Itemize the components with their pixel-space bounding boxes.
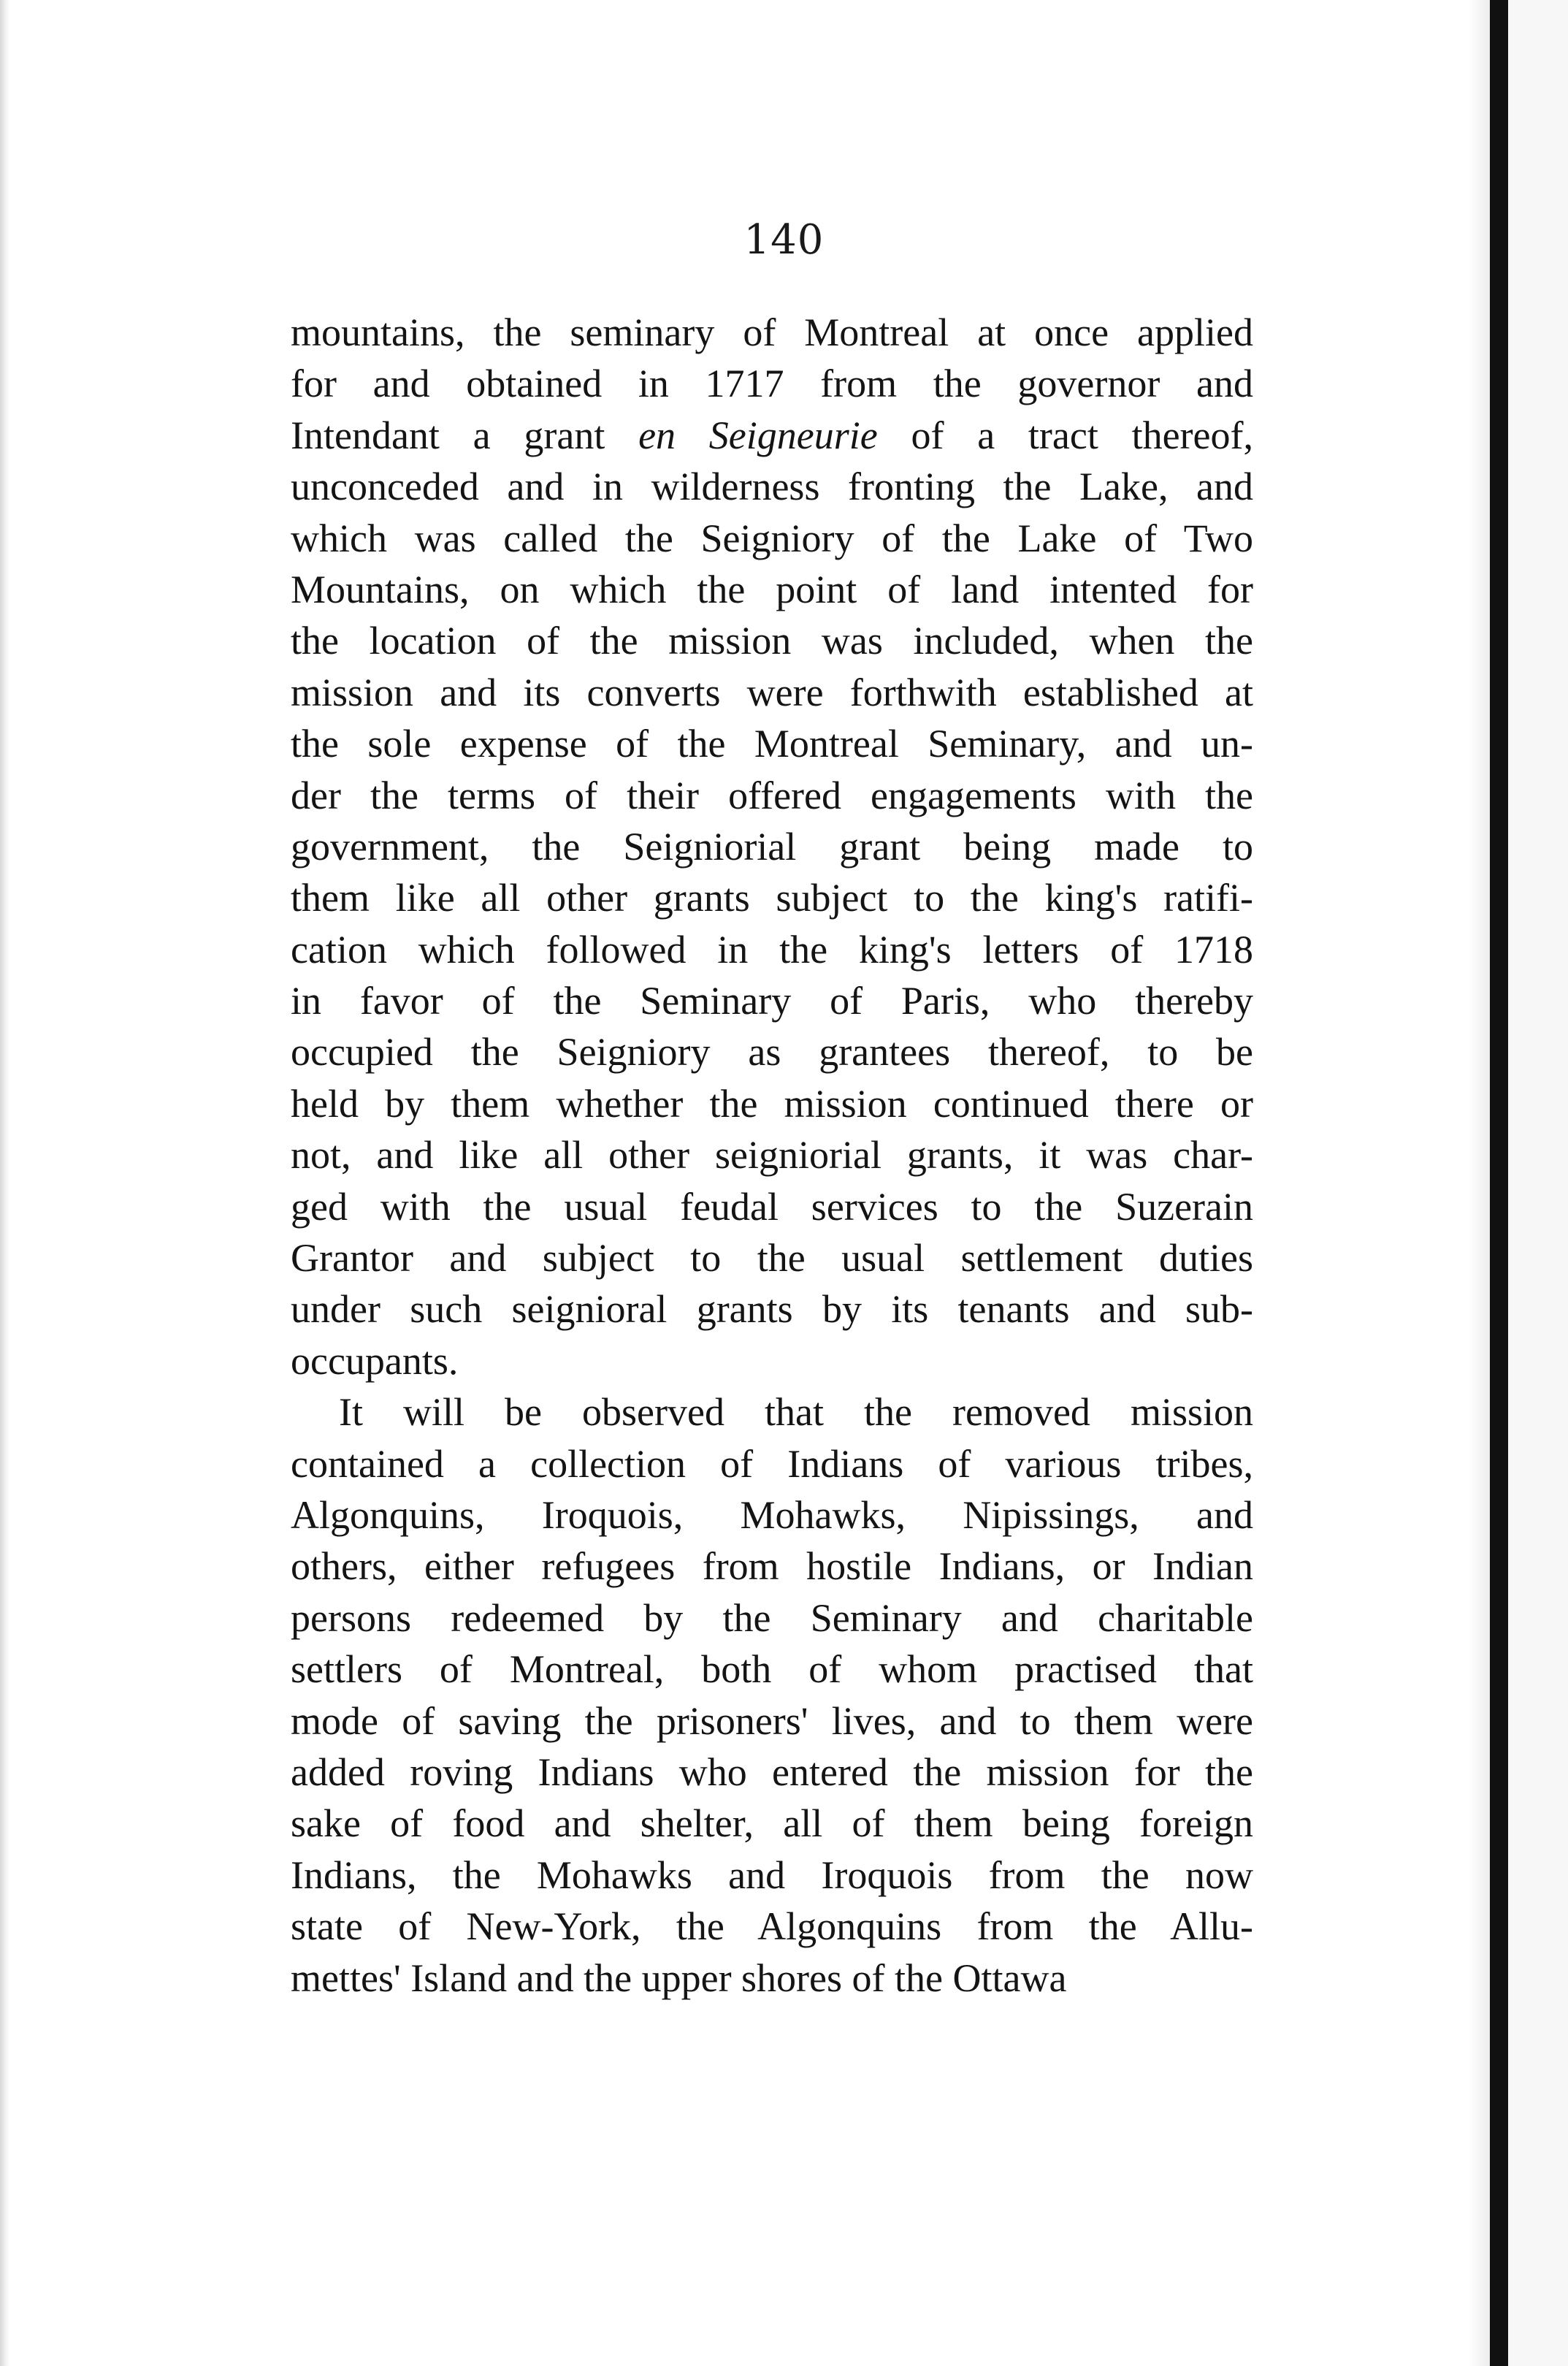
- text-line: for and obtained in 1717 from the governor and: [291, 362, 1253, 406]
- text-segment: Intendant a grant: [291, 413, 639, 457]
- text-segment: of a tract thereof,: [877, 413, 1253, 457]
- text-line: occupants.: [291, 1338, 459, 1383]
- text-line: Mountains, on which the point of land intented for: [291, 567, 1253, 611]
- text-line: settlers of Montreal, both of whom practised that: [291, 1647, 1253, 1692]
- italic-phrase: en Seigneurie: [638, 413, 878, 457]
- paragraph-1: [291, 307, 1253, 1386]
- text-line: added roving Indians who entered the mission for the: [291, 1749, 1253, 1794]
- text-line: ged with the usual feudal services to the Suzerain: [291, 1184, 1253, 1229]
- scan-left-edge: [0, 0, 10, 2366]
- text-line: under such seignioral grants by its tenants and sub-: [291, 1287, 1253, 1332]
- text-line: It will be observed that the removed mission: [339, 1390, 1253, 1435]
- text-line: occupied the Seigniory as grantees thereof, to be: [291, 1030, 1253, 1075]
- text-line: government, the Seigniorial grant being made to: [291, 824, 1253, 869]
- text-line: the location of the mission was included, when the: [291, 619, 1253, 663]
- paragraph-2: [291, 1386, 1253, 2004]
- text-line: mode of saving the prisoners' lives, and to them were: [291, 1698, 1253, 1743]
- text-line: Indians, the Mohawks and Iroquois from the now: [291, 1852, 1253, 1897]
- text-line: others, either refugees from hostile Indians, or Indian: [291, 1544, 1253, 1589]
- text-line: cation which followed in the king's letters of 1718: [291, 927, 1253, 972]
- body-text: [291, 307, 1253, 2004]
- binding-shadow: [1468, 0, 1490, 2366]
- text-line: contained a collection of Indians of various tribes,: [291, 1441, 1253, 1486]
- text-line: held by them whether the mission continued there or: [291, 1081, 1253, 1126]
- text-line: persons redeemed by the Seminary and charitable: [291, 1595, 1253, 1640]
- text-line: [291, 410, 1253, 461]
- scan-right-margin: [1508, 0, 1568, 2366]
- text-line: the sole expense of the Montreal Seminary, and un-: [291, 722, 1253, 766]
- text-line: not, and like all other seigniorial grants, it was char-: [291, 1133, 1253, 1178]
- page-number: 140: [743, 216, 825, 264]
- text-line: Algonquins, Iroquois, Mohawks, Nipissings, and: [291, 1492, 1253, 1537]
- text-line: which was called the Seigniory of the Lake of Two: [291, 516, 1253, 560]
- text-line: Grantor and subject to the usual settlement duties: [291, 1236, 1253, 1281]
- text-line: mission and its converts were forthwith established at: [291, 670, 1253, 714]
- text-line: mountains, the seminary of Montreal at once applied: [291, 310, 1253, 354]
- text-line: state of New-York, the Algonquins from the Allu-: [291, 1904, 1253, 1949]
- text-line: mettes' Island and the upper shores of the Ottawa: [291, 1955, 1067, 2000]
- text-line: them like all other grants subject to the king's ratifi-: [291, 876, 1253, 920]
- text-line: in favor of the Seminary of Paris, who thereby: [291, 979, 1253, 1023]
- text-line: unconceded and in wilderness fronting the Lake, and: [291, 465, 1253, 509]
- binding-edge: [1490, 0, 1508, 2366]
- text-line: sake of food and shelter, all of them being foreign: [291, 1801, 1253, 1846]
- text-line: der the terms of their offered engagements with the: [291, 773, 1253, 817]
